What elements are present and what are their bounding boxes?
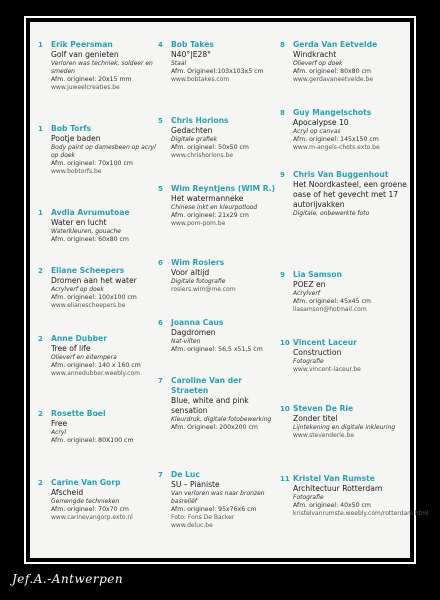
artist-name: Vincent Laceur bbox=[293, 338, 357, 347]
entry-number: 2 bbox=[38, 479, 43, 487]
artist-website: www.carinevangorp.exto.nl bbox=[51, 514, 133, 521]
artist-website: rosiers.wim@me.com bbox=[171, 286, 236, 293]
artwork-title: Zonder titel bbox=[293, 414, 338, 423]
artwork-dimensions: Afm. origineel: 21x29 cm bbox=[171, 212, 249, 219]
artwork-title: N40°|E28° bbox=[171, 50, 211, 59]
artwork-dimensions: Afm. origineel: 140 x 160 cm bbox=[51, 362, 141, 369]
entry-number: 5 bbox=[158, 117, 163, 125]
artwork-entry bbox=[280, 170, 410, 218]
artist-name: Chris Van Buggenhout bbox=[293, 170, 389, 179]
artwork-entry bbox=[38, 208, 156, 244]
artwork-technique: Van verloren was naar bronzen basreliëf bbox=[171, 490, 265, 505]
artist-name: Kristel Van Rumste bbox=[293, 474, 375, 483]
artist-name: Eliane Scheepers bbox=[51, 266, 125, 275]
artist-website: Foto: Fons De Backer www.deluc.be bbox=[171, 514, 235, 529]
artwork-title: Pootje baden bbox=[51, 134, 101, 143]
entry-number: 2 bbox=[38, 410, 43, 418]
artist-name: Wim Rosiers bbox=[171, 258, 225, 267]
artist-name: Bob Torfs bbox=[51, 124, 92, 133]
artwork-dimensions: Afm. origineel: 70x100 cm bbox=[51, 160, 133, 167]
entry-number: 6 bbox=[158, 319, 163, 327]
entry-number: 2 bbox=[38, 267, 43, 275]
artwork-dimensions: Afm. origineel: 40x50 cm bbox=[293, 502, 371, 509]
artwork-title: Construction bbox=[293, 348, 342, 357]
artwork-technique: Digitale, onbewerkte foto bbox=[293, 210, 370, 217]
artwork-technique: Acrylverf op doek bbox=[51, 286, 104, 293]
artwork-technique: Chinese inkt en kleurpotlood bbox=[171, 204, 258, 211]
artwork-entry bbox=[158, 40, 276, 84]
entry-number: 8 bbox=[280, 109, 285, 117]
artwork-entry bbox=[280, 404, 410, 440]
artwork-title: Golf van genieten bbox=[51, 50, 119, 59]
artwork-entry bbox=[38, 409, 156, 445]
entry-number: 10 bbox=[280, 405, 290, 413]
artist-name: Steven De Rie bbox=[293, 404, 354, 413]
entry-number: 9 bbox=[280, 271, 285, 279]
entry-number: 7 bbox=[158, 471, 163, 479]
artwork-title: Tree of life bbox=[51, 344, 91, 353]
artwork-dimensions: Afm. origineel: 56,5 x51,5 cm bbox=[171, 346, 263, 353]
artist-website: www.pom-pom.be bbox=[171, 220, 226, 227]
artwork-title: POEZ en bbox=[293, 280, 326, 289]
artwork-title: Water en lucht bbox=[51, 218, 107, 227]
artist-website: kristelvanrumste.weebly.com/rotterdam.html bbox=[293, 510, 429, 517]
artwork-technique: Lijntekening en digitale inkleuring bbox=[293, 424, 396, 431]
artwork-entry bbox=[158, 184, 276, 228]
artwork-dimensions: Afm. origineel: 70x70 cm bbox=[51, 506, 129, 513]
entry-number: 4 bbox=[158, 41, 163, 49]
artwork-technique: Acrylverf bbox=[293, 290, 320, 297]
artist-website: www.chrishorions.be bbox=[171, 152, 234, 159]
artwork-dimensions: Afm. origineel: 45x45 cm bbox=[293, 298, 371, 305]
artwork-dimensions: Afm. Origineel:103x103x5 cm bbox=[171, 68, 264, 75]
artwork-title: Free bbox=[51, 419, 68, 428]
artwork-technique: Fotografie bbox=[293, 358, 324, 365]
artist-website: www.m-angels-chots.exto.be bbox=[293, 144, 380, 151]
artwork-entry bbox=[280, 474, 429, 518]
artwork-technique: Acryl op canvas bbox=[293, 128, 341, 135]
artwork-technique: Verloren was techniek, soldeer en smeden bbox=[51, 60, 153, 75]
artist-name: Joanna Caus bbox=[171, 318, 224, 327]
artwork-title: SU – Pianiste bbox=[171, 480, 220, 489]
artwork-technique: Olieverf op doek bbox=[293, 60, 343, 67]
artwork-entry bbox=[38, 334, 156, 378]
artwork-entry bbox=[158, 376, 276, 432]
artwork-entry bbox=[158, 116, 276, 160]
artist-website: www.bobtakes.com bbox=[171, 76, 230, 83]
artwork-entry bbox=[158, 470, 276, 530]
entry-number: 1 bbox=[38, 125, 43, 133]
artwork-dimensions: Afm. origineel: 100x100 cm bbox=[51, 294, 137, 301]
entry-number: 6 bbox=[158, 259, 163, 267]
artwork-technique: Gemengde technieken bbox=[51, 498, 120, 505]
artwork-technique: Body paint op damesbeen op acryl op doek bbox=[51, 144, 156, 159]
artwork-dimensions: Afm. origineel: 145x150 cm bbox=[293, 136, 379, 143]
artist-name: De Luc bbox=[171, 470, 200, 479]
catalog-page bbox=[30, 22, 429, 558]
artwork-entry bbox=[280, 270, 410, 314]
artwork-entry bbox=[280, 108, 410, 152]
artist-name: Chris Horions bbox=[171, 116, 229, 125]
artwork-title: Architectuur Rotterdam bbox=[293, 484, 383, 493]
artwork-technique: Acryl bbox=[51, 429, 67, 436]
artist-website: www.gerdavaneetvelde.be bbox=[293, 76, 374, 83]
entry-number: 10 bbox=[280, 339, 290, 347]
artist-name: Guy Mangelschots bbox=[293, 108, 372, 117]
artwork-entry bbox=[38, 266, 156, 310]
artwork-technique: Digitale grafiek bbox=[171, 136, 218, 143]
artist-name: Caroline Van der Straeten bbox=[171, 376, 243, 395]
artwork-technique: Staal bbox=[171, 60, 187, 67]
artwork-entry bbox=[158, 318, 276, 354]
artwork-dimensions: Afm. origineel: 80X100 cm bbox=[51, 437, 134, 444]
artwork-technique: Nat-vilten bbox=[171, 338, 201, 345]
artist-website: www.bobtorfs.be bbox=[51, 168, 102, 175]
artist-website: www.stevenderie.be bbox=[293, 432, 355, 439]
artwork-title: Blue, white and pink sensation bbox=[171, 396, 249, 415]
artwork-title: Het watermanneke bbox=[171, 194, 244, 203]
artwork-dimensions: Afm. origineel: 80x80 cm bbox=[293, 68, 371, 75]
artist-website: www.annedubber.weebly.com bbox=[51, 370, 140, 377]
artwork-entry bbox=[38, 124, 156, 176]
artist-website: www.elianescheepers.be bbox=[51, 302, 126, 309]
entry-number: 1 bbox=[38, 209, 43, 217]
artwork-title: Afscheid bbox=[51, 488, 84, 497]
artwork-title: Apocalypse 10 bbox=[293, 118, 349, 127]
artwork-dimensions: Afm. origineel: 95x76x6 cm bbox=[171, 506, 257, 513]
artist-name: Avdia Avrumutoae bbox=[51, 208, 130, 217]
artwork-technique: Waterkleuren, gouache bbox=[51, 228, 121, 235]
artist-name: Anne Dubber bbox=[51, 334, 107, 343]
artwork-title: Gedachten bbox=[171, 126, 213, 135]
artwork-dimensions: Afm. Origineel: 200x200 cm bbox=[171, 424, 258, 431]
artwork-title: Dagdromen bbox=[171, 328, 216, 337]
artwork-technique: Fotografie bbox=[293, 494, 324, 501]
artist-name: Erik Peersman bbox=[51, 40, 113, 49]
entry-number: 8 bbox=[280, 41, 285, 49]
entry-number: 5 bbox=[158, 185, 163, 193]
artwork-title: Dromen aan het water bbox=[51, 276, 137, 285]
artist-website: www.vincent-laceur.be bbox=[293, 366, 361, 373]
artwork-technique: Digitale fotografie bbox=[171, 278, 226, 285]
artwork-title: Windkracht bbox=[293, 50, 337, 59]
artist-name: Bob Takes bbox=[171, 40, 214, 49]
entry-number: 11 bbox=[280, 475, 290, 483]
entry-number: 7 bbox=[158, 377, 163, 385]
artwork-dimensions: Afm. origineel: 60x80 cm bbox=[51, 236, 129, 243]
artwork-entry bbox=[38, 478, 156, 522]
artwork-entry bbox=[38, 40, 156, 92]
artist-name: Rosette Boel bbox=[51, 409, 106, 418]
artwork-title: Voor altijd bbox=[171, 268, 210, 277]
artist-name: Gerda Van Eetvelde bbox=[293, 40, 378, 49]
artwork-dimensions: Afm. origineel: 20x15 mm bbox=[51, 76, 132, 83]
artist-name: Carine Van Gorp bbox=[51, 478, 121, 487]
artwork-technique: Kleurdruk, digitale fotobewerking bbox=[171, 416, 272, 423]
artwork-entry bbox=[280, 338, 410, 374]
artwork-dimensions: Afm. origineel: 50x50 cm bbox=[171, 144, 249, 151]
entry-number: 2 bbox=[38, 335, 43, 343]
artist-name: Wim Reyntjens (WIM R.) bbox=[171, 184, 276, 193]
artist-website: www.juweelcreaties.be bbox=[51, 84, 120, 91]
artist-website: liasamson@hotmail.com bbox=[293, 306, 367, 313]
artwork-entry bbox=[280, 40, 410, 84]
entry-number: 1 bbox=[38, 41, 43, 49]
photographer-signature: Jef.A.-Antwerpen bbox=[12, 572, 124, 586]
artwork-entry bbox=[158, 258, 276, 294]
entry-number: 9 bbox=[280, 171, 285, 179]
artwork-title: Het Noordkasteel, een groene oase of het gevecht met 17 autorijvakken bbox=[293, 180, 407, 209]
artist-name: Lia Samson bbox=[293, 270, 342, 279]
artwork-technique: Olieverf en eitempera bbox=[51, 354, 117, 361]
